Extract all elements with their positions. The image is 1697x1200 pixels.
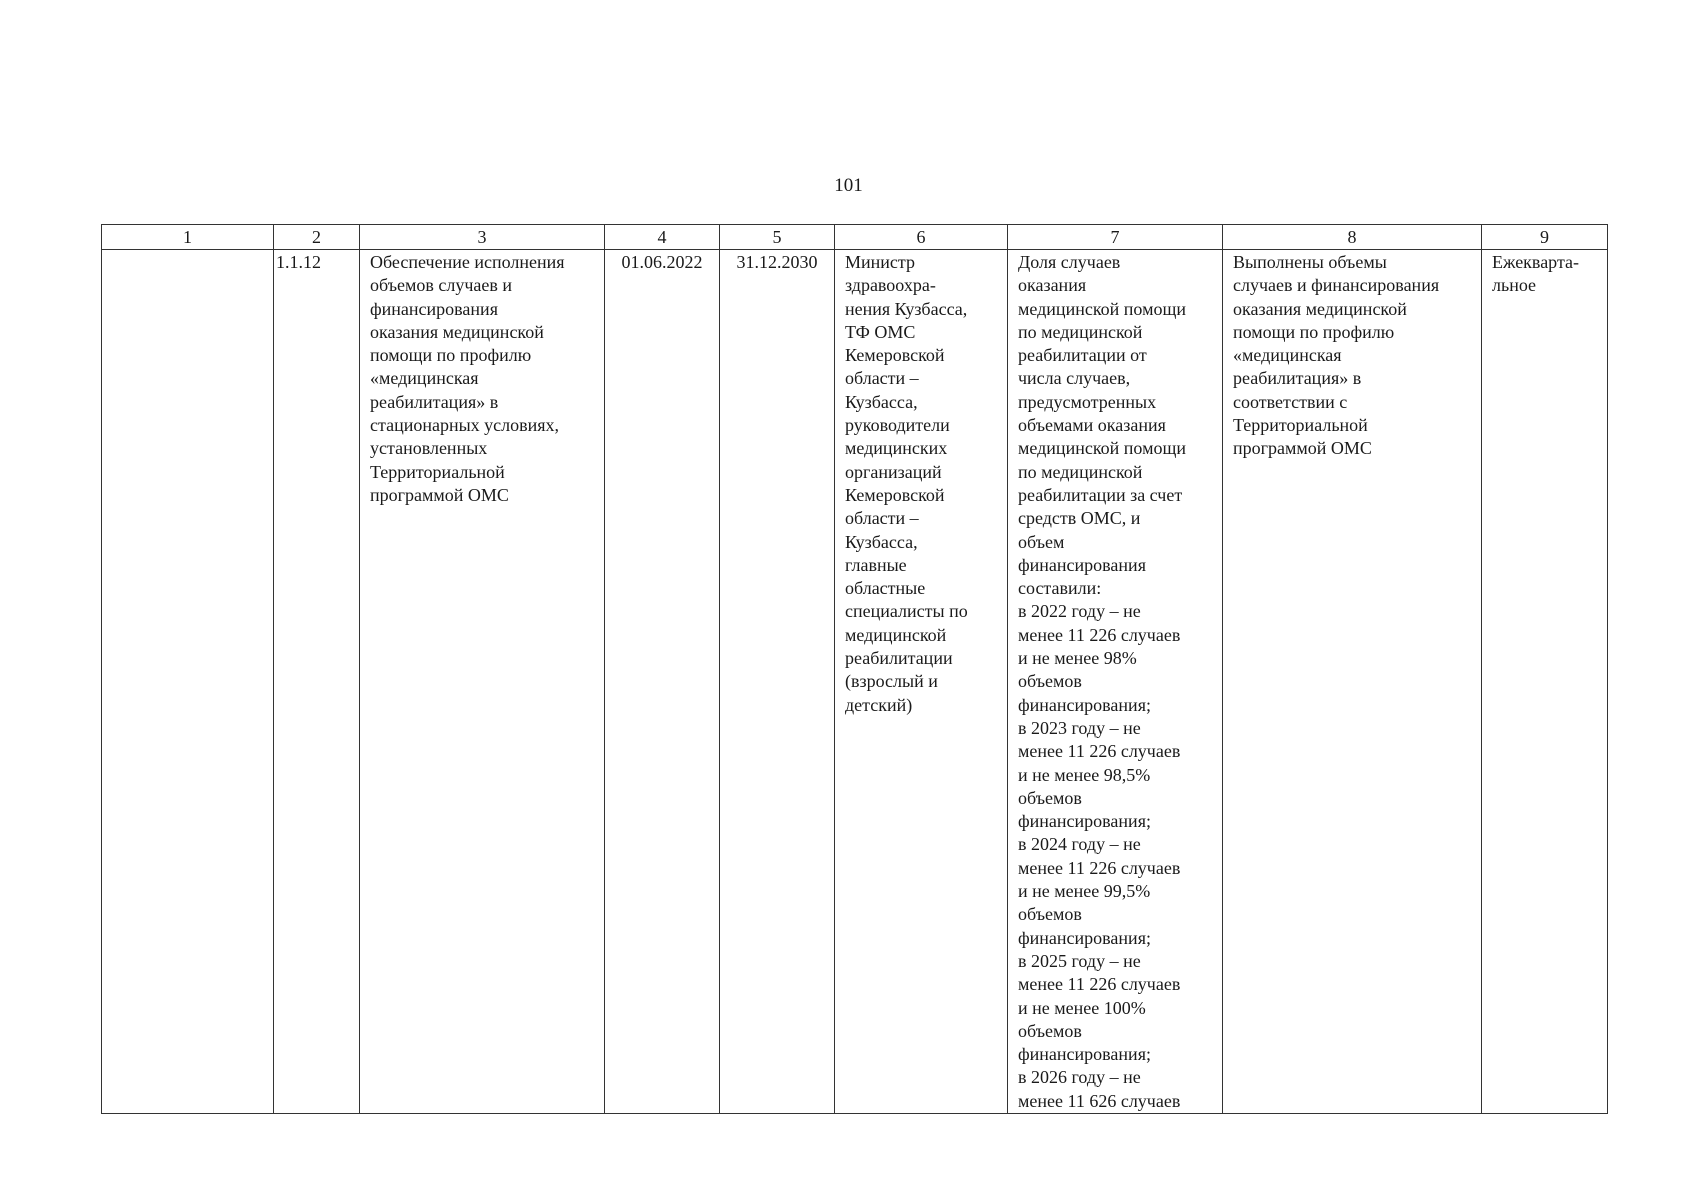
cell-result: Выполнены объемы случаев и финансирования оказания медицинской помощи по профилю «медицинская реабилитация» в соответствии с Территориальной программой ОМС [1223,250,1482,1114]
column-number-row [102,225,1608,250]
column-header-7: 7 [1008,225,1223,250]
cell-section [102,250,274,1114]
column-header-6: 6 [835,225,1008,250]
cell-responsible: Министр здравоохра- нения Кузбасса, ТФ ОМС Кемеровской области – Кузбасса, руководители медицинских организаций Кемеровской области – Кузбасса, главные областные специалисты по медицинской реабилитации (взрослый и детский) [835,250,1008,1114]
column-header-8: 8 [1223,225,1482,250]
column-header-5: 5 [720,225,835,250]
table-row [102,250,1608,1114]
column-header-3: 3 [360,225,605,250]
cell-start-date: 01.06.2022 [605,250,720,1114]
cell-item-number: 1.1.12 [274,250,360,1114]
page-number: 101 [834,175,863,196]
column-header-9: 9 [1482,225,1608,250]
column-header-1: 1 [102,225,274,250]
column-header-2: 2 [274,225,360,250]
measures-table [101,224,1608,1114]
cell-measure-name: Обеспечение исполнения объемов случаев и финансирования оказания медицинской помощи по профилю «медицинская реабилитация» в стационарных условиях, установленных Территориальной программой ОМС [360,250,605,1114]
column-header-4: 4 [605,225,720,250]
cell-indicator: Доля случаев оказания медицинской помощи по медицинской реабилитации от числа случаев, предусмотренных объемами оказания медицинской помощи по медицинской реабилитации за счет средств ОМС, и объем финансирования составили: в 2022 году – не менее 11 226 случаев и не менее 98% объемов финансирования; в 2023 году – не менее 11 226 случаев и не менее 98,5% объемов финансирования; в 2024 году – не менее 11 226 случаев и не менее 99,5% объемов финансирования; в 2025 году – не менее 11 226 случаев и не менее 100% объемов финансирования; в 2026 году – не менее 11 626 случаев [1008,250,1223,1114]
cell-end-date: 31.12.2030 [720,250,835,1114]
cell-frequency: Ежекварта- льное [1482,250,1608,1114]
